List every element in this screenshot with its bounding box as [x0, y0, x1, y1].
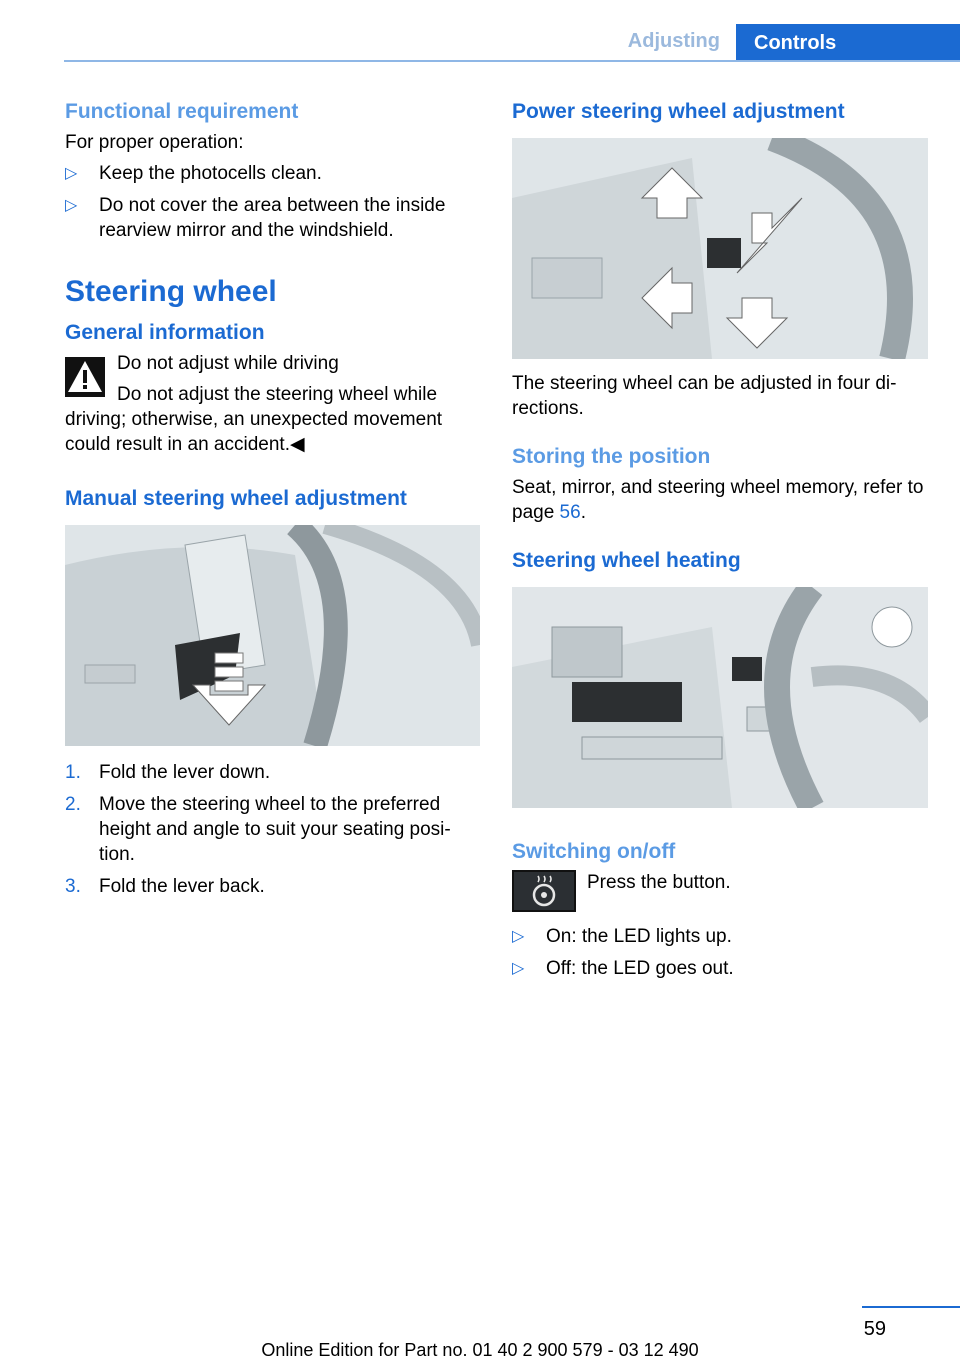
power-adjustment-heading: Power steering wheel adjustment: [512, 100, 845, 123]
storing-position-heading: Storing the position: [512, 445, 711, 468]
page-56-link[interactable]: 56: [559, 502, 581, 523]
button-row: [512, 870, 928, 922]
power-adjustment-text: The steering wheel can be adjusted in four di-rections.: [512, 373, 897, 419]
header-rule: [64, 60, 960, 62]
manual-adjustment-illustration: [65, 525, 480, 746]
bullet-triangle-icon: ▷: [512, 928, 525, 945]
warning-icon: [65, 357, 105, 397]
footer-edition-text: Online Edition for Part no. 01 40 2 900 579 - 03 12 490: [261, 1340, 699, 1360]
manual-adjustment-steps: [65, 760, 480, 899]
list-item: ▷ On: the LED lights up.: [512, 926, 732, 947]
list-item: ▷ Off: the LED goes out.: [512, 958, 734, 979]
list-item: ▷ Keep the photocells clean.: [65, 163, 322, 184]
warning-title: Do not adjust while driving: [117, 353, 339, 374]
functional-requirement-list: [65, 161, 480, 243]
list-item: ▷ Do not cover the area between the inside rearview mirror and the windshield.: [65, 195, 446, 241]
header-tab-controls: Controls: [736, 24, 960, 62]
list-item: 2. Move the steering wheel to the preferred height and angle to suit your seating posi-tion.: [65, 794, 451, 865]
bullet-triangle-icon: ▷: [65, 165, 78, 182]
right-column: [512, 100, 928, 988]
steering-wheel-heating-illustration: [512, 587, 928, 808]
bullet-triangle-icon: ▷: [512, 960, 525, 977]
steering-wheel-heading: Steering wheel: [65, 275, 277, 308]
footer-rule: [862, 1306, 960, 1308]
functional-requirement-heading: Functional requirement: [65, 100, 299, 123]
general-information-heading: General information: [65, 321, 265, 344]
list-item: 3. Fold the lever back.: [65, 876, 265, 897]
functional-requirement-intro: For proper operation:: [65, 132, 244, 153]
warning-text: Do not adjust the steering wheel while driving; otherwise, an unexpected movement could result in an accident.◀: [65, 384, 443, 455]
manual-adjustment-heading: Manual steering wheel adjustment: [65, 487, 407, 510]
warning-block: [65, 351, 480, 457]
header-section-label: Adjusting: [627, 30, 720, 52]
press-button-text: Press the button.: [587, 872, 731, 893]
steering-heating-button-icon: [512, 870, 576, 912]
switching-heading: Switching on/off: [512, 840, 676, 863]
steering-wheel-heating-heading: Steering wheel heating: [512, 549, 741, 572]
page-number: 59: [863, 1318, 886, 1340]
bullet-triangle-icon: ▷: [65, 197, 78, 214]
list-item: 1. Fold the lever down.: [65, 762, 271, 783]
switching-list: [512, 924, 928, 981]
power-adjustment-illustration: [512, 138, 928, 359]
left-column: [65, 100, 480, 906]
storing-position-text: Seat, mirror, and steering wheel memory, refer to page 56.: [512, 477, 924, 523]
